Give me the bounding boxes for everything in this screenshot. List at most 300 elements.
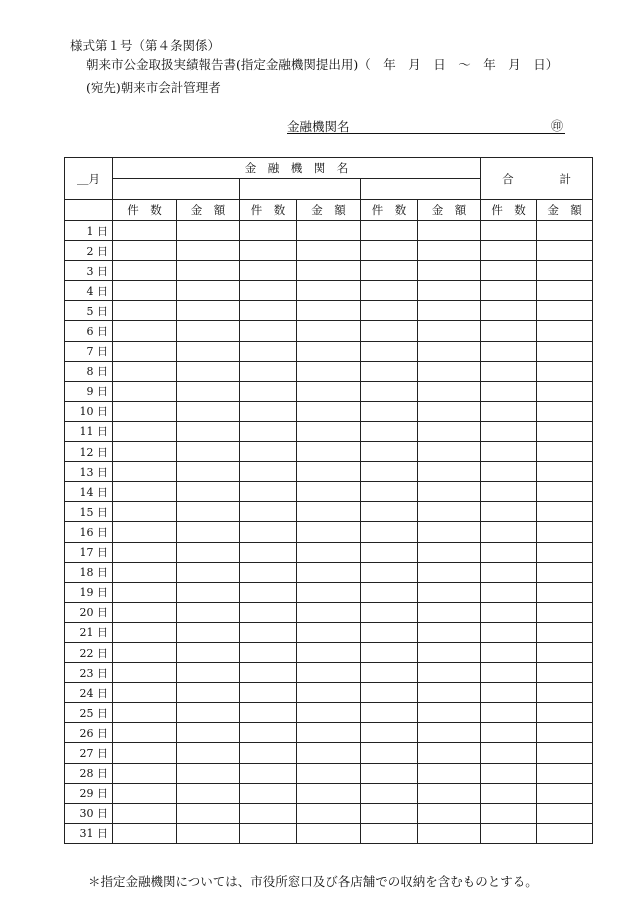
count-cell[interactable] [481,823,537,843]
count-cell[interactable] [361,602,418,622]
amount-cell[interactable] [537,241,593,261]
amount-cell[interactable] [297,381,361,401]
amount-cell[interactable] [537,401,593,421]
amount-cell[interactable] [537,663,593,683]
amount-cell[interactable] [177,683,240,703]
amount-cell[interactable] [297,723,361,743]
amount-cell[interactable] [418,663,481,683]
count-cell[interactable] [240,723,297,743]
count-cell[interactable] [113,743,177,763]
table-row [65,321,593,341]
count-cell[interactable] [361,241,418,261]
count-cell[interactable] [481,663,537,683]
amount-cell[interactable] [297,763,361,783]
footnote: ＊指定金融機関については、市役所窓口及び各店舗での収納を含むものとする。 [88,874,538,889]
amount-cell[interactable] [177,562,240,582]
count-cell[interactable] [361,743,418,763]
amount-cell[interactable] [177,602,240,622]
amount-cell[interactable] [177,281,240,301]
count-cell[interactable] [240,301,297,321]
amount-cell[interactable] [177,341,240,361]
amount-cell[interactable] [537,361,593,381]
count-cell[interactable] [113,723,177,743]
amount-cell[interactable] [297,683,361,703]
table-row [65,361,593,381]
count-cell[interactable] [113,622,177,642]
day-label: 12 日 [65,442,113,462]
count-cell[interactable] [481,281,537,301]
amount-cell[interactable] [418,602,481,622]
amount-cell[interactable] [177,221,240,241]
amount-cell[interactable] [177,763,240,783]
count-cell[interactable] [481,642,537,662]
count-cell[interactable] [361,542,418,562]
count-cell[interactable] [240,763,297,783]
count-header: 件 数 [481,200,537,221]
count-cell[interactable] [113,502,177,522]
table-row [65,442,593,462]
count-cell[interactable] [361,281,418,301]
count-cell[interactable] [113,683,177,703]
amount-cell[interactable] [418,743,481,763]
count-cell[interactable] [481,723,537,743]
amount-cell[interactable] [177,421,240,441]
month-subheader-cell [65,200,113,221]
amount-cell[interactable] [537,622,593,642]
count-cell[interactable] [240,281,297,301]
count-cell[interactable] [361,522,418,542]
table-row [65,261,593,281]
amount-cell[interactable] [418,341,481,361]
amount-cell[interactable] [177,703,240,723]
amount-cell[interactable] [418,723,481,743]
count-cell[interactable] [240,341,297,361]
table-row [65,803,593,823]
amount-cell[interactable] [418,683,481,703]
count-cell[interactable] [113,442,177,462]
amount-cell[interactable] [177,462,240,482]
table-row [65,723,593,743]
amount-cell[interactable] [177,823,240,843]
count-cell[interactable] [240,683,297,703]
day-label: 3 日 [65,261,113,281]
day-label: 15 日 [65,502,113,522]
table-row [65,642,593,662]
count-cell[interactable] [481,803,537,823]
institution-name-field[interactable] [287,117,565,134]
count-cell[interactable] [481,522,537,542]
count-cell[interactable] [113,763,177,783]
count-cell[interactable] [113,361,177,381]
count-cell[interactable] [240,582,297,602]
table-row [65,763,593,783]
count-cell[interactable] [113,221,177,241]
day-label: 9 日 [65,381,113,401]
count-cell[interactable] [361,562,418,582]
table-row [65,401,593,421]
amount-cell[interactable] [297,783,361,803]
amount-cell[interactable] [537,421,593,441]
amount-cell[interactable] [177,241,240,261]
amount-cell[interactable] [297,261,361,281]
amount-cell[interactable] [297,482,361,502]
count-cell[interactable] [240,241,297,261]
amount-cell[interactable] [537,522,593,542]
amount-cell[interactable] [297,663,361,683]
count-cell[interactable] [113,321,177,341]
amount-cell[interactable] [297,642,361,662]
amount-cell[interactable] [418,321,481,341]
amount-cell[interactable] [297,301,361,321]
count-cell[interactable] [481,763,537,783]
count-cell[interactable] [481,743,537,763]
count-cell[interactable] [240,743,297,763]
count-cell[interactable] [481,221,537,241]
table-row [65,241,593,261]
day-label: 21 日 [65,622,113,642]
count-cell[interactable] [481,482,537,502]
count-cell[interactable] [361,301,418,321]
report-title: 朝来市公金取扱実績報告書(指定金融機関提出用)（ 年 月 日 ～ 年 月 日） [86,57,559,72]
amount-cell[interactable] [177,783,240,803]
count-cell[interactable] [361,582,418,602]
amount-cell[interactable] [177,542,240,562]
count-cell[interactable] [481,703,537,723]
amount-cell[interactable] [418,482,481,502]
amount-cell[interactable] [177,361,240,381]
count-cell[interactable] [481,562,537,582]
day-label: 7 日 [65,341,113,361]
amount-cell[interactable] [177,743,240,763]
count-cell[interactable] [240,442,297,462]
count-cell[interactable] [240,823,297,843]
amount-cell[interactable] [418,401,481,421]
count-cell[interactable] [481,582,537,602]
amount-cell[interactable] [297,562,361,582]
amount-cell[interactable] [297,462,361,482]
amount-cell[interactable] [177,522,240,542]
day-label: 27 日 [65,743,113,763]
count-cell[interactable] [113,562,177,582]
count-cell[interactable] [361,261,418,281]
count-cell[interactable] [361,502,418,522]
day-label: 8 日 [65,361,113,381]
amount-cell[interactable] [177,482,240,502]
count-cell[interactable] [113,241,177,261]
day-label: 6 日 [65,321,113,341]
table-row [65,421,593,441]
count-cell[interactable] [240,542,297,562]
day-label: 13 日 [65,462,113,482]
count-cell[interactable] [481,401,537,421]
amount-cell[interactable] [418,823,481,843]
count-cell[interactable] [113,542,177,562]
count-cell[interactable] [361,783,418,803]
count-cell[interactable] [113,482,177,502]
count-cell[interactable] [113,381,177,401]
amount-cell[interactable] [537,281,593,301]
amount-cell[interactable] [177,582,240,602]
amount-cell[interactable] [418,221,481,241]
count-cell[interactable] [113,602,177,622]
amount-cell[interactable] [418,562,481,582]
count-cell[interactable] [481,602,537,622]
count-cell[interactable] [361,361,418,381]
count-cell[interactable] [361,622,418,642]
amount-cell[interactable] [537,683,593,703]
amount-cell[interactable] [297,823,361,843]
count-cell[interactable] [361,341,418,361]
count-cell[interactable] [113,663,177,683]
amount-cell[interactable] [297,743,361,763]
count-cell[interactable] [481,261,537,281]
day-label: 1 日 [65,221,113,241]
count-cell[interactable] [113,341,177,361]
count-cell[interactable] [113,421,177,441]
amount-cell[interactable] [418,582,481,602]
count-cell[interactable] [113,803,177,823]
amount-cell[interactable] [537,381,593,401]
amount-cell[interactable] [177,261,240,281]
amount-cell[interactable] [537,341,593,361]
count-cell[interactable] [361,321,418,341]
count-cell[interactable] [361,381,418,401]
count-cell[interactable] [361,462,418,482]
count-cell[interactable] [113,783,177,803]
count-cell[interactable] [361,421,418,441]
day-label: 19 日 [65,582,113,602]
day-label: 11 日 [65,421,113,441]
amount-cell[interactable] [418,381,481,401]
amount-cell[interactable] [537,462,593,482]
count-cell[interactable] [481,421,537,441]
count-cell[interactable] [361,703,418,723]
amount-cell[interactable] [297,622,361,642]
amount-cell[interactable] [297,442,361,462]
amount-cell[interactable] [537,321,593,341]
amount-cell[interactable] [177,723,240,743]
amount-header: 金 額 [177,200,240,221]
table-row [65,301,593,321]
amount-cell[interactable] [177,502,240,522]
amount-cell[interactable] [537,582,593,602]
amount-cell[interactable] [177,301,240,321]
amount-cell[interactable] [537,482,593,502]
amount-cell[interactable] [297,602,361,622]
amount-cell[interactable] [418,502,481,522]
count-cell[interactable] [240,502,297,522]
count-cell[interactable] [240,783,297,803]
count-cell[interactable] [481,502,537,522]
addressee: (宛先)朝来市会計管理者 [86,80,221,95]
count-cell[interactable] [240,401,297,421]
amount-cell[interactable] [537,442,593,462]
amount-cell[interactable] [297,221,361,241]
amount-cell[interactable] [418,522,481,542]
amount-cell[interactable] [418,642,481,662]
count-cell[interactable] [240,482,297,502]
count-cell[interactable] [481,381,537,401]
amount-cell[interactable] [537,783,593,803]
amount-cell[interactable] [297,803,361,823]
day-label: 10 日 [65,401,113,421]
count-cell[interactable] [240,321,297,341]
amount-cell[interactable] [418,703,481,723]
count-cell[interactable] [361,401,418,421]
institution-name-cell[interactable] [240,179,361,200]
amount-cell[interactable] [297,522,361,542]
count-cell[interactable] [361,723,418,743]
count-cell[interactable] [481,442,537,462]
amount-cell[interactable] [297,321,361,341]
count-cell[interactable] [240,421,297,441]
amount-cell[interactable] [177,642,240,662]
amount-cell[interactable] [297,542,361,562]
day-label: 18 日 [65,562,113,582]
count-cell[interactable] [240,221,297,241]
institution-name-cell[interactable] [113,179,240,200]
amount-cell[interactable] [297,421,361,441]
count-cell[interactable] [113,642,177,662]
count-cell[interactable] [240,642,297,662]
amount-cell[interactable] [418,442,481,462]
amount-cell[interactable] [537,642,593,662]
count-cell[interactable] [240,522,297,542]
count-cell[interactable] [361,803,418,823]
count-cell[interactable] [113,301,177,321]
count-cell[interactable] [361,823,418,843]
institution-name-cell[interactable] [361,179,481,200]
amount-cell[interactable] [537,723,593,743]
table-row [65,522,593,542]
count-cell[interactable] [361,442,418,462]
amount-cell[interactable] [537,803,593,823]
amount-cell[interactable] [177,401,240,421]
count-header: 件 数 [361,200,418,221]
amount-cell[interactable] [537,261,593,281]
table-row [65,743,593,763]
amount-cell[interactable] [537,502,593,522]
amount-cell[interactable] [177,442,240,462]
amount-cell[interactable] [537,542,593,562]
day-label: 20 日 [65,602,113,622]
table-row [65,622,593,642]
amount-cell[interactable] [537,763,593,783]
amount-cell[interactable] [418,361,481,381]
count-cell[interactable] [240,703,297,723]
amount-cell[interactable] [297,241,361,261]
amount-cell[interactable] [297,502,361,522]
count-cell[interactable] [361,642,418,662]
count-cell[interactable] [240,361,297,381]
amount-cell[interactable] [297,582,361,602]
form-number: 様式第１号（第４条関係） [70,38,221,53]
count-cell[interactable] [113,462,177,482]
day-label: 26 日 [65,723,113,743]
amount-cell[interactable] [418,803,481,823]
table-row [65,281,593,301]
amount-cell[interactable] [418,763,481,783]
amount-cell[interactable] [177,663,240,683]
count-cell[interactable] [361,683,418,703]
count-cell[interactable] [240,803,297,823]
count-cell[interactable] [240,462,297,482]
amount-cell[interactable] [297,361,361,381]
count-cell[interactable] [361,763,418,783]
count-cell[interactable] [113,582,177,602]
count-cell[interactable] [113,261,177,281]
count-cell[interactable] [481,462,537,482]
count-cell[interactable] [361,663,418,683]
count-cell[interactable] [240,663,297,683]
count-cell[interactable] [113,281,177,301]
amount-cell[interactable] [537,703,593,723]
count-cell[interactable] [113,522,177,542]
amount-cell[interactable] [177,321,240,341]
count-cell[interactable] [240,602,297,622]
amount-cell[interactable] [418,542,481,562]
count-cell[interactable] [240,622,297,642]
day-label: 14 日 [65,482,113,502]
amount-cell[interactable] [537,221,593,241]
count-cell[interactable] [481,683,537,703]
amount-cell[interactable] [418,261,481,281]
count-cell[interactable] [113,823,177,843]
amount-cell[interactable] [418,462,481,482]
amount-cell[interactable] [418,622,481,642]
count-cell[interactable] [361,482,418,502]
count-cell[interactable] [481,341,537,361]
count-cell[interactable] [240,261,297,281]
amount-cell[interactable] [297,341,361,361]
count-cell[interactable] [240,381,297,401]
count-cell[interactable] [113,401,177,421]
count-cell[interactable] [481,241,537,261]
amount-cell[interactable] [537,562,593,582]
seal-mark: ㊞ [550,119,563,133]
count-cell[interactable] [481,301,537,321]
count-cell[interactable] [481,783,537,803]
table-row [65,582,593,602]
amount-cell[interactable] [177,622,240,642]
amount-cell[interactable] [297,281,361,301]
amount-cell[interactable] [537,301,593,321]
count-cell[interactable] [113,703,177,723]
amount-cell[interactable] [418,783,481,803]
amount-cell[interactable] [297,401,361,421]
report-table [64,157,593,844]
amount-cell[interactable] [177,381,240,401]
count-cell[interactable] [240,562,297,582]
amount-cell[interactable] [418,421,481,441]
amount-cell[interactable] [537,743,593,763]
amount-cell[interactable] [537,823,593,843]
amount-cell[interactable] [177,803,240,823]
amount-cell[interactable] [418,241,481,261]
count-cell[interactable] [361,221,418,241]
table-row [65,502,593,522]
count-cell[interactable] [481,321,537,341]
count-cell[interactable] [481,542,537,562]
count-cell[interactable] [481,622,537,642]
amount-cell[interactable] [537,602,593,622]
amount-cell[interactable] [418,281,481,301]
day-label: 2 日 [65,241,113,261]
count-cell[interactable] [481,361,537,381]
amount-cell[interactable] [418,301,481,321]
amount-cell[interactable] [297,703,361,723]
table-row [65,221,593,241]
